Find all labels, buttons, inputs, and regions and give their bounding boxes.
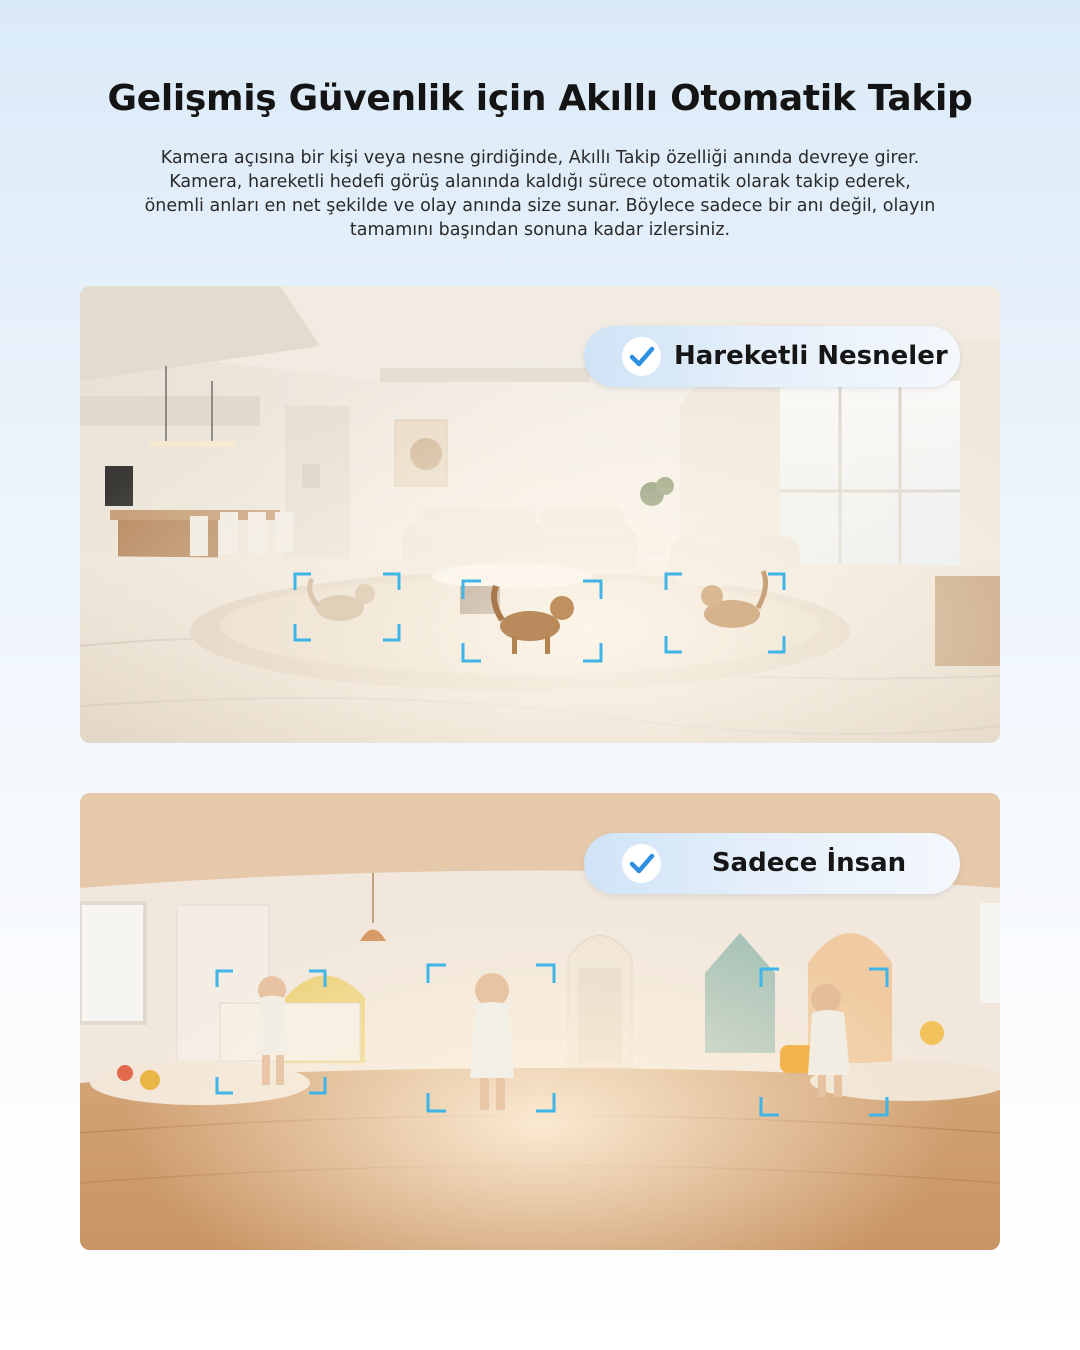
feature-label: Hareketli Nesneler <box>674 341 948 371</box>
description-line-3: önemli anları en net şekilde ve olay anında size sunar. Böylece sadece bir anı değil, olayın <box>144 196 936 216</box>
feature-badge-human-only <box>584 833 960 894</box>
check-circle-icon <box>622 337 661 376</box>
tracking-box-toddler-center <box>426 963 556 1113</box>
tracking-box-toddler-right <box>759 967 889 1117</box>
feature-label: Sadece İnsan <box>711 848 907 878</box>
feature-badge-moving-objects <box>584 326 960 387</box>
description-line-1: Kamera açısına bir kişi veya nesne girdiğinde, Akıllı Takip özelliği anında devreye girer. <box>160 148 920 168</box>
tracking-box-cat-center <box>461 579 603 663</box>
tracking-box-cat-left <box>293 572 401 642</box>
check-circle-icon <box>622 844 661 883</box>
tracking-box-cat-right <box>664 572 786 654</box>
description-line-2: Kamera, hareketli hedefi görüş alanında kaldığı sürece otomatik olarak takip ederek, <box>169 172 911 192</box>
description-line-4: tamamını başından sonuna kadar izlersiniz. <box>349 220 731 240</box>
page-title: Gelişmiş Güvenlik için Akıllı Otomatik Takip <box>107 78 973 119</box>
description <box>80 146 1000 242</box>
panel-human-only <box>80 793 1000 1250</box>
tracking-box-toddler-left <box>215 969 327 1095</box>
panel-moving-objects <box>80 286 1000 743</box>
